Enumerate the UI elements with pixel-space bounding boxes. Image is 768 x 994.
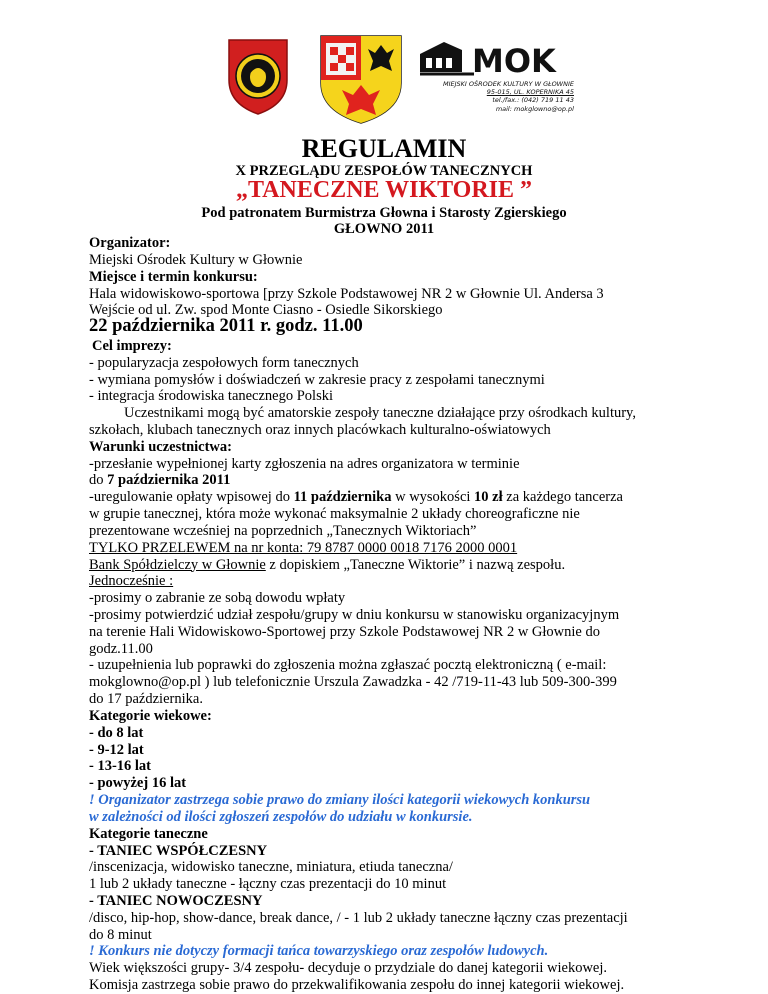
bank-line [89, 556, 565, 574]
mok-line-mail: mail: mokglowno@op.pl [495, 104, 574, 113]
dance-categories-heading: Kategorie taneczne [89, 825, 208, 842]
goal-heading: Cel imprezy: [92, 337, 172, 354]
place-line-1: Hala widowiskowo-sportowa [przy Szkole Podstawowej NR 2 w Głownie Ul. Andersa 3 [89, 285, 604, 302]
contact-line: mokglowno@op.pl ) lub telefonicznie Urszula Zawadzka - 42 /719-11-43 lub 509-300-399 [89, 674, 617, 691]
conditions-deadline [89, 471, 230, 489]
final-rule: Wiek większości grupy- 3/4 zespołu- decyduje o przydziale do danej kategorii wiekowej. [89, 960, 608, 977]
goal-item: - wymiana pomysłów i doświadczeń w zakresie pracy z zespołami tanecznymi [89, 371, 545, 388]
age-category [89, 724, 143, 742]
organizer-note-1: ! Organizator zastrzega sobie prawo do zmiany ilości kategorii wiekowych konkursu [89, 792, 591, 808]
simultaneously-line: na terenie Hali Widowiskowo-Sportowej przy Szkole Podstawowej NR 2 w Głownie do [89, 623, 600, 640]
goal-item: - integracja środowiska tanecznego Polski [89, 388, 334, 405]
organizer-heading: Organizator: [89, 235, 171, 251]
county-crest-logo [318, 33, 404, 125]
page-subtitle: X PRZEGLĄDU ZESPOŁÓW TANECZNYCH [235, 163, 533, 179]
fee-text-1: -uregulowanie opłaty wpisowej do [89, 489, 294, 506]
bank-transfer-line: TYLKO PRZELEWEM na nr konta: 79 8787 0000 0018 7176 2000 0001 [89, 539, 518, 556]
age-category: - 13-16 lat [89, 758, 152, 775]
dance-category-modern: - TANIEC NOWOCZESNY [89, 892, 263, 909]
fee-deadline: 11 października [293, 489, 392, 506]
mok-line-name: MIEJSKI OŚRODEK KULTURY W GŁOWNIE [442, 80, 574, 88]
age-category: - 9-12 lat [89, 741, 144, 758]
conditions-line: prezentowane wcześniej na poprzednich „Tanecznych Wiktoriach” [89, 522, 477, 539]
event-name: „TANECZNE WIKTORIE ” [235, 177, 533, 203]
conditions-line: -przesłanie wypełnionej karty zgłoszenia na adres organizatora w terminie [89, 455, 520, 472]
bank-name: Bank Spółdzielczy w Głownie [89, 556, 266, 573]
fee-amount: 10 zł [474, 489, 503, 506]
mok-address-block [418, 80, 574, 113]
exclusion-note: ! Konkurs nie dotyczy formacji tańca towarzyskiego oraz zespołów ludowych. [89, 943, 549, 960]
simultaneously-line: -prosimy o zabranie ze sobą dowodu wpłaty [89, 590, 346, 607]
place-heading: Miejsce i termin konkursu: [89, 268, 258, 285]
page-title: REGULAMIN [301, 134, 467, 163]
city-year: GŁOWNO 2011 [333, 221, 435, 237]
dance-category-desc: 1 lub 2 układy taneczne - łączny czas prezentacji do 10 minut [89, 876, 447, 893]
event-date: 22 października 2011 r. godz. 11.00 [89, 316, 363, 337]
conditions-heading: Warunki uczestnictwa: [89, 438, 232, 455]
fee-text-3: za każdego tancerza [502, 489, 623, 506]
conditions-fee-line [89, 488, 623, 506]
mok-logo-text: MOK [472, 42, 556, 80]
simultaneously-line: - uzupełnienia lub poprawki do zgłoszenia można zgłaszać pocztą elektroniczną ( e-mail: [89, 657, 607, 674]
dance-category-desc: do 8 minut [89, 926, 152, 943]
place-line-2: Wejście od ul. Zw. spod Monte Ciasno - Osiedle Sikorskiego [89, 302, 443, 319]
age-categories-heading: Kategorie wiekowe: [89, 707, 212, 724]
fee-text-2: w wysokości [391, 489, 475, 506]
dance-category-desc: /disco, hip-hop, show-dance, break dance, / - 1 lub 2 układy taneczne łączny czas prezentacji [89, 909, 628, 926]
dance-category-contemporary: - TANIEC WSPÓŁCZESNY [89, 842, 268, 859]
conditions-deadline-prefix: do [89, 472, 108, 489]
simultaneously-line: -prosimy potwierdzić udział zespołu/grupy w dniu konkursu w stanowisku organizacyjnym [89, 607, 620, 623]
simultaneously-line: do 17 października. [89, 691, 203, 708]
conditions-deadline-date: 7 października 2011 [107, 472, 231, 489]
participants-line-1: Uczestnikami mogą być amatorskie zespoły taneczne działające przy ośrodkach kultury, [124, 405, 636, 422]
mok-line-address: 95-015, UL. KOPERNIKA 45 [486, 88, 574, 97]
dance-category-desc: /inscenizacja, widowisko taneczne, miniatura, etiuda taneczna/ [89, 859, 453, 876]
patronage-line: Pod patronatem Burmistrza Głowna i Starosty Zgierskiego [201, 205, 567, 221]
organizer-note-2: w zależności od ilości zgłoszeń zespołów do udziału w konkursie. [89, 808, 473, 825]
mok-line-phone: tel./fax.: (042) 719 11 43 [492, 96, 574, 105]
conditions-line: w grupie tanecznej, która może wykonać maksymalnie 2 układy choreograficzne nie [89, 506, 580, 523]
simultaneously-heading: Jednocześnie : [89, 573, 174, 590]
bank-note: z dopiskiem „Taneczne Wiktorie” i nazwą zespołu. [265, 556, 566, 573]
town-crest-logo [225, 36, 291, 116]
final-rule: Komisja zastrzega sobie prawo do przekwalifikowania zespołu do innej kategorii wiekowej. [89, 977, 625, 993]
goal-item: - popularyzacja zespołowych form tanecznych [89, 354, 359, 371]
organizer-text: Miejski Ośrodek Kultury w Głownie [89, 251, 303, 268]
simultaneously-line: godz.11.00 [89, 640, 153, 657]
age-category-label: - do 8 lat [89, 724, 144, 741]
age-category: - powyżej 16 lat [89, 775, 187, 792]
participants-line-2: szkołach, klubach tanecznych oraz innych placówkach kulturalno-oświatowych [89, 422, 551, 438]
